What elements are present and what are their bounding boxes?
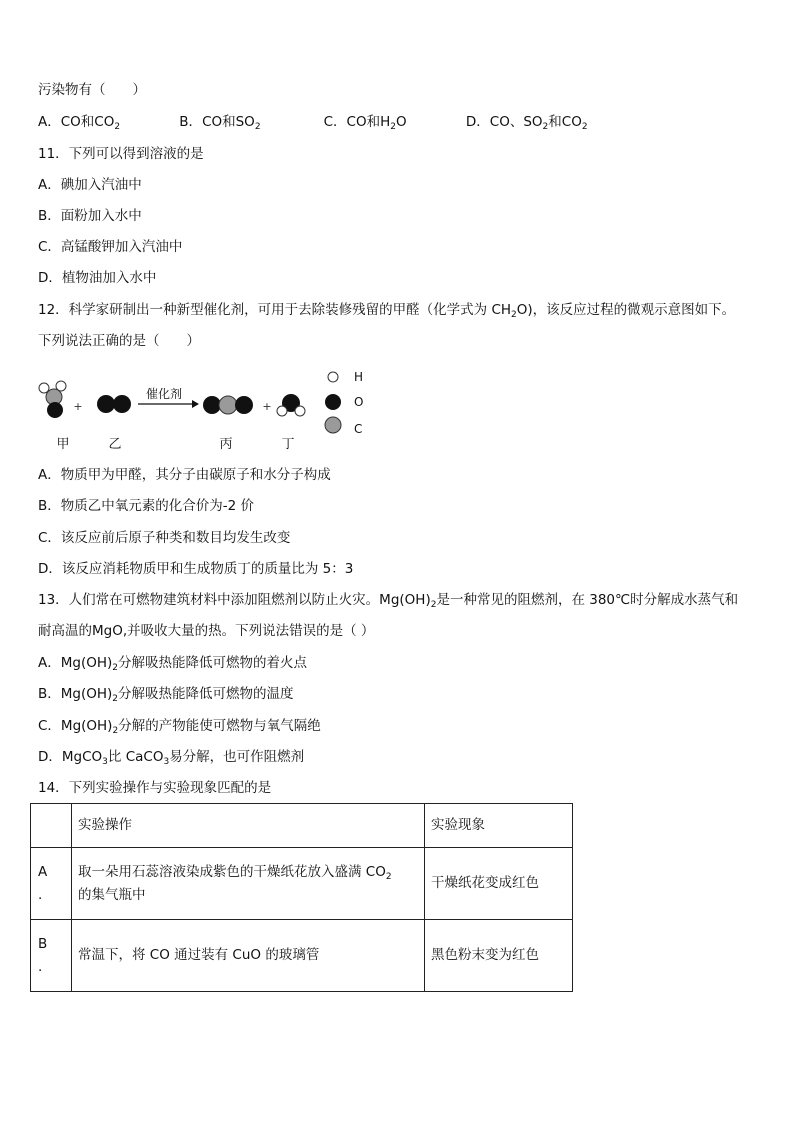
legend-c-icon — [325, 417, 341, 433]
q13-option-b: B．$Mg(OH)_2$分解吸热能降低可燃物的温度 — [38, 686, 294, 704]
q10-option-c: C．CO和$H_2O$ — [323, 114, 407, 132]
q13-option-a: A．$Mg(OH)_2$分解吸热能降低可燃物的着火点 — [38, 655, 307, 673]
legend-o-label: O — [354, 395, 364, 409]
q11-option-c: C．高锰酸钾加入汽油中 — [38, 239, 183, 255]
row-b-phen: 黑色粉末变为红色 — [425, 920, 573, 992]
q11-option-b: B．面粉加入水中 — [38, 208, 142, 224]
table-header-row — [31, 804, 573, 848]
molecule-jia — [39, 381, 66, 418]
q13-option-d: D．MgCO$_3$比 CaCO$_3$易分解，也可作阻燃剂 — [38, 749, 305, 767]
legend-c-label: C — [354, 422, 363, 436]
label-jia: 甲 — [56, 437, 70, 452]
q10-option-b: B．CO和$SO_2$ — [179, 114, 261, 132]
legend-h-label: H — [354, 370, 364, 384]
molecule-ding — [277, 394, 305, 416]
q12-option-b: B．物质乙中氧元素的化合价为-2 价 — [38, 498, 255, 514]
catalyst-label: 催化剂 — [145, 387, 183, 401]
plus-sign-1: + — [73, 400, 83, 413]
q11-stem: 11．下列可以得到溶液的是 — [38, 146, 204, 162]
molecule-yi — [97, 395, 131, 413]
table-header-blank — [31, 804, 72, 848]
table-row — [31, 920, 573, 992]
q12-option-d: D．该反应消耗物质甲和生成物质丁的质量比为 5：3 — [38, 561, 354, 577]
label-bing: 丙 — [219, 437, 233, 452]
table-row — [31, 848, 573, 920]
arrow-head-icon — [192, 400, 199, 408]
q11-option-a: A．碘加入汽油中 — [38, 177, 142, 193]
table-header-op: 实验操作 — [72, 804, 425, 848]
row-a-phen: 干燥纸花变成红色 — [425, 848, 573, 920]
row-b-letter: B . — [31, 920, 72, 992]
q12-stem-line1: 12．科学家研制出一种新型催化剂，可用于去除装修残留的甲醛（化学式为 $CH_2O$)，该反应过程的微观示意图如下。 — [38, 302, 736, 320]
q13-option-c: C．$Mg(OH)_2$分解的产物能使可燃物与氧气隔绝 — [38, 718, 321, 736]
q10-stem-tail: 污染物有（ ） — [38, 82, 146, 98]
atom-legend — [325, 370, 363, 436]
legend-o-icon — [325, 394, 341, 410]
q12-option-c: C．该反应前后原子种类和数目均发生改变 — [38, 530, 291, 546]
q10-option-a: A．CO和$CO_2$ — [38, 114, 121, 132]
q10-option-d: D．CO、$SO_2$和$CO_2$ — [465, 114, 588, 132]
row-a-op: 取一朵用石蕊溶液染成紫色的干燥纸花放入盛满 $CO_2$ 的集气瓶中 — [72, 848, 425, 920]
reaction-diagram — [30, 364, 410, 458]
molecule-bing — [203, 396, 253, 414]
q13-stem-line2: 耐高温的MgO,并吸收大量的热。下列说法错误的是（ ） — [38, 623, 375, 639]
q14-stem: 14．下列实验操作与实验现象匹配的是 — [38, 780, 272, 796]
q13-stem-line1: 13．人们常在可燃物建筑材料中添加阻燃剂以防止火灾。$Mg(OH)_2$是一种常见的阻燃剂，在 380℃时分解成水蒸气和 — [38, 592, 739, 610]
q11-option-d: D．植物油加入水中 — [38, 270, 157, 286]
q12-option-a: A．物质甲为甲醛，其分子由碳原子和水分子构成 — [38, 467, 331, 483]
plus-sign-2: + — [262, 400, 272, 413]
q12-stem-line2: 下列说法正确的是（ ） — [38, 333, 200, 349]
q14-table — [30, 803, 573, 992]
label-ding: 丁 — [281, 437, 295, 452]
label-yi: 乙 — [108, 437, 122, 452]
q10-options — [38, 112, 588, 132]
legend-h-icon — [328, 372, 338, 382]
row-b-op: 常温下，将 CO 通过装有 CuO 的玻璃管 — [72, 920, 425, 992]
row-a-letter: A . — [31, 848, 72, 920]
table-header-phen: 实验现象 — [425, 804, 573, 848]
